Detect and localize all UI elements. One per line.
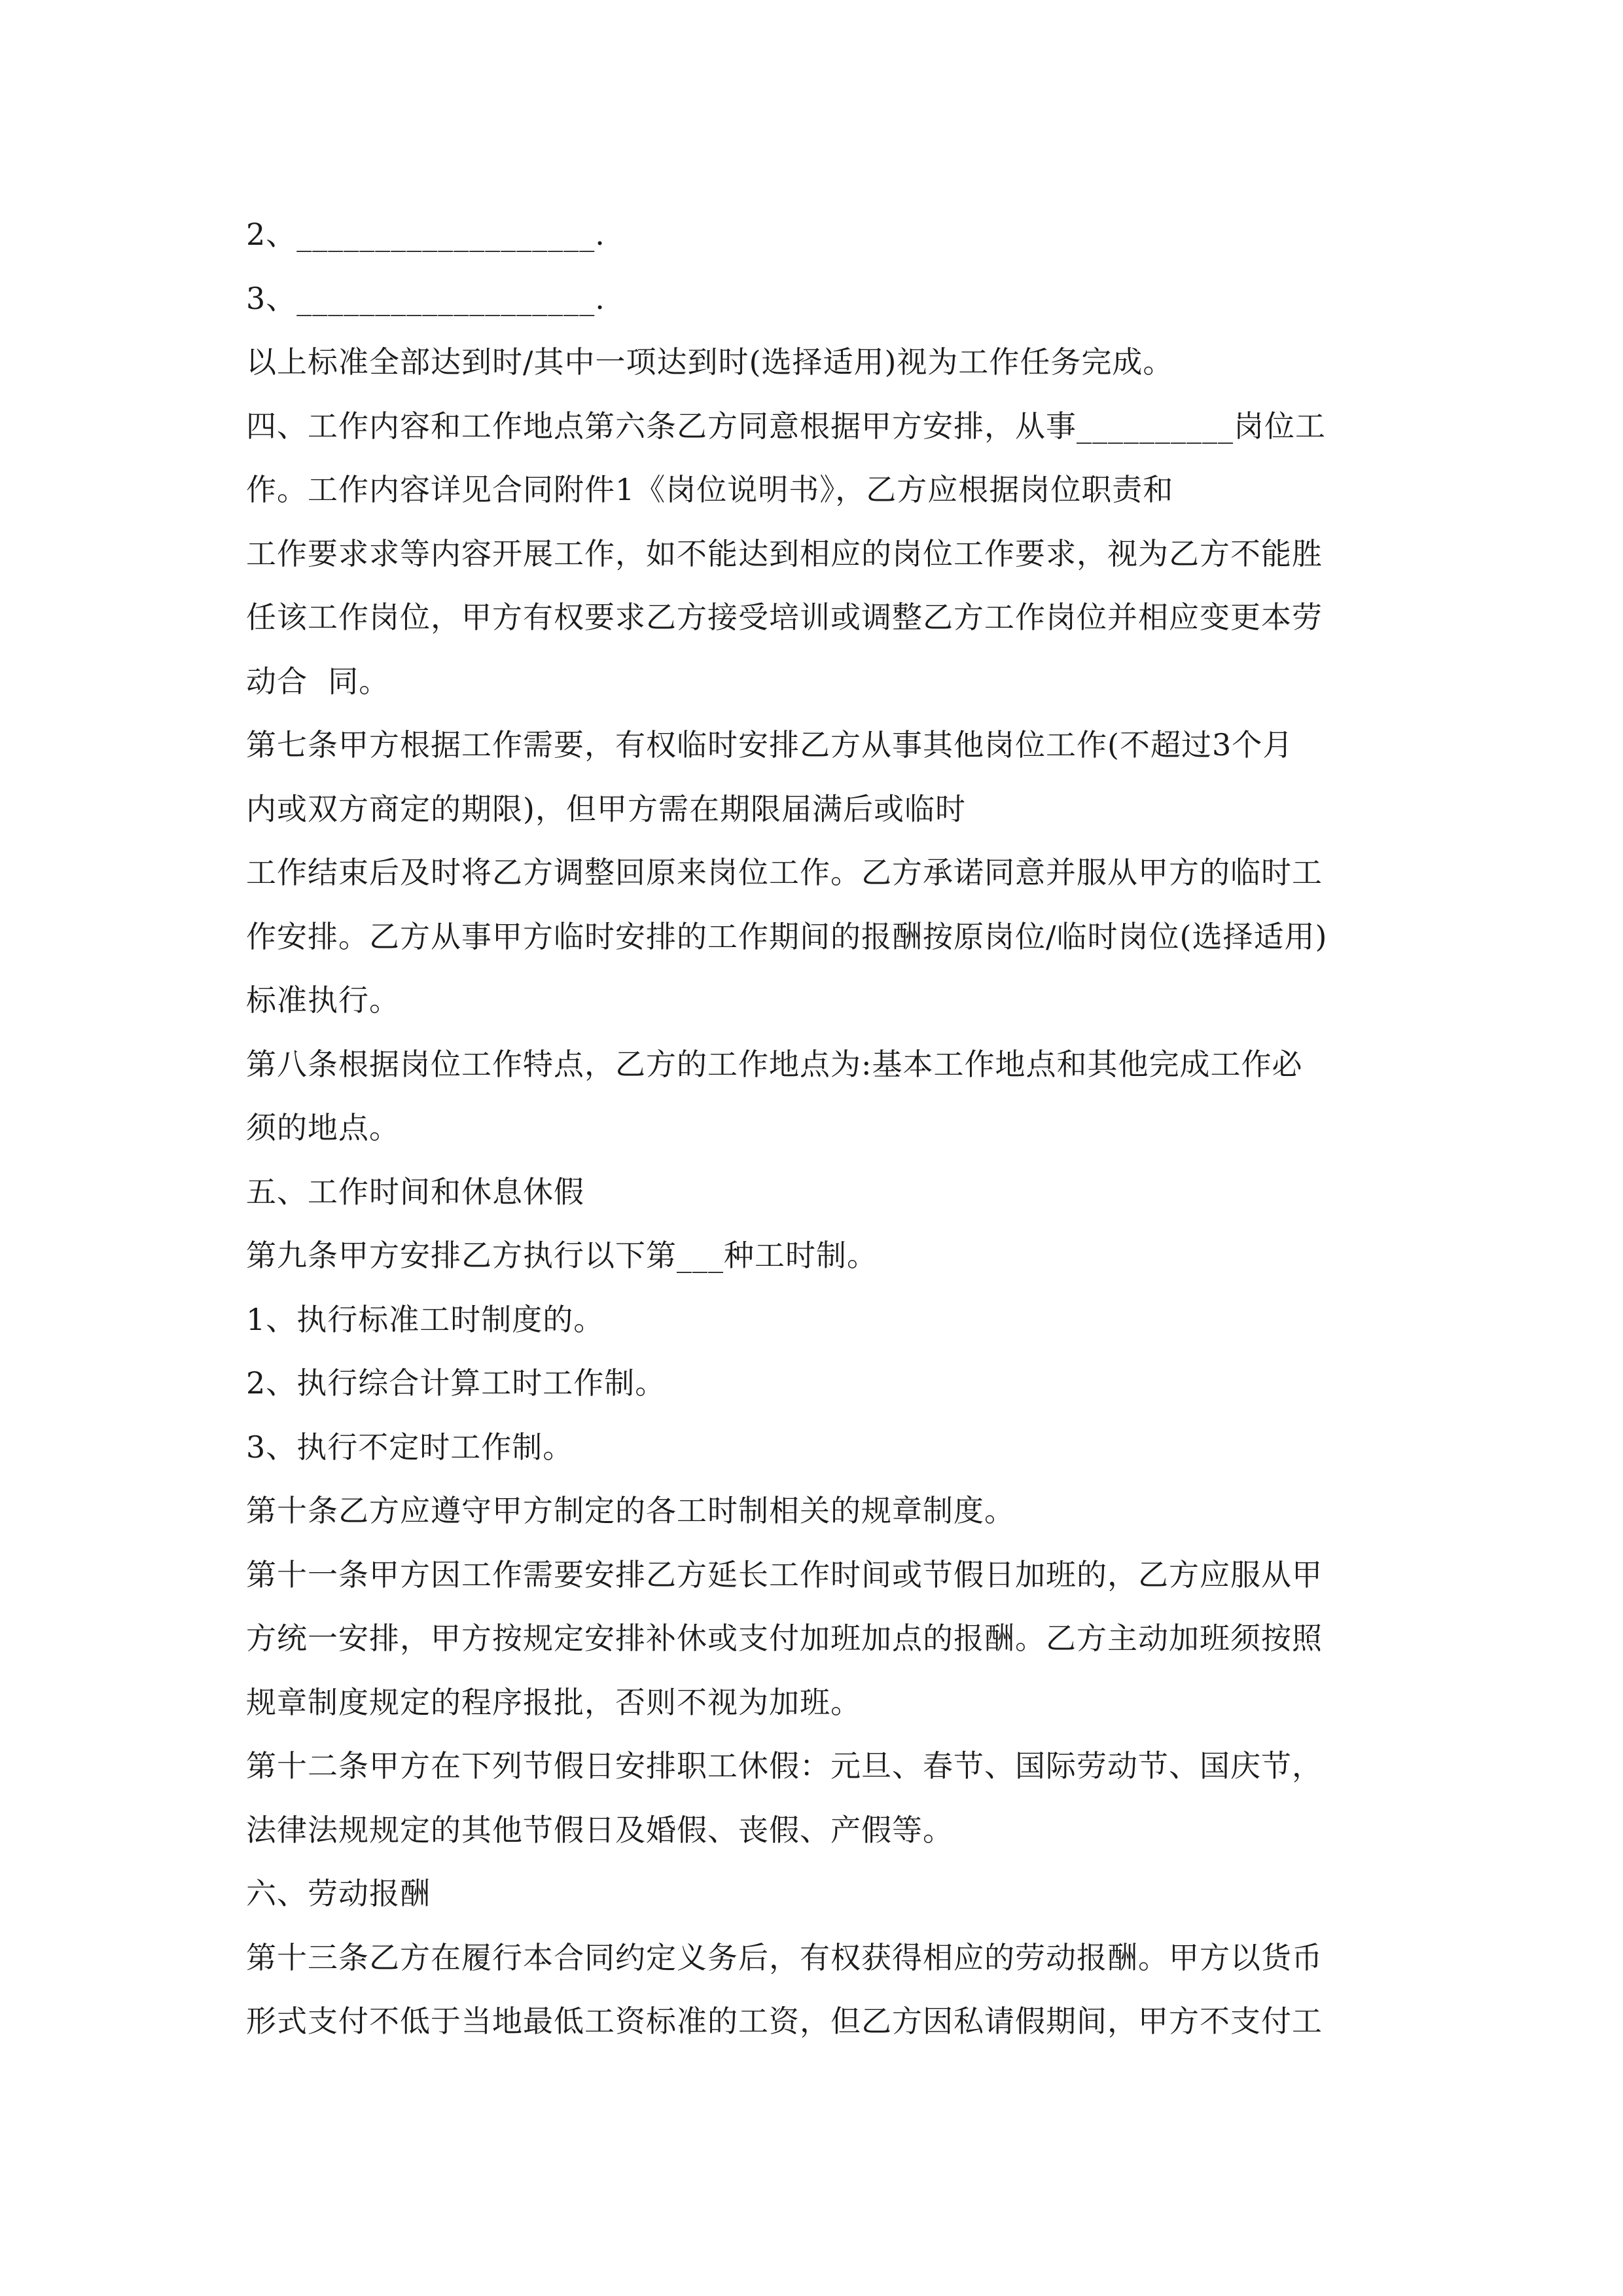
- section-heading: 六、劳动报酬: [246, 1876, 431, 1911]
- text-line: 工作要求求等内容开展工作，如不能达到相应的岗位工作要求，视为乙方不能胜: [246, 535, 1323, 571]
- text-line: 3、___________________.: [246, 280, 605, 316]
- text-line: 内或双方商定的期限)，但甲方需在期限届满后或临时: [246, 791, 966, 827]
- text-line: 规章制度规定的程序报批，否则不视为加班。: [246, 1684, 861, 1720]
- text-line: 第十三条乙方在履行本合同约定义务后，有权获得相应的劳动报酬。甲方以货币: [246, 1939, 1323, 1975]
- text-line: 第十条乙方应遵守甲方制定的各工时制相关的规章制度。: [246, 1493, 1015, 1528]
- text-line: 第十二条甲方在下列节假日安排职工休假：元旦、春节、国际劳动节、国庆节，: [246, 1748, 1323, 1784]
- text-line: 第九条甲方安排乙方执行以下第___种工时制。: [246, 1238, 878, 1273]
- text-line: 动合 同。: [246, 663, 390, 699]
- section-heading: 五、工作时间和休息休假: [246, 1174, 584, 1210]
- text-line: 四、工作内容和工作地点第六条乙方同意根据甲方安排，从事__________岗位工: [246, 408, 1326, 444]
- text-line: 第八条根据岗位工作特点，乙方的工作地点为:基本工作地点和其他完成工作必: [246, 1046, 1303, 1082]
- text-line: 作安排。乙方从事甲方临时安排的工作期间的报酬按原岗位/临时岗位(选择适用): [246, 918, 1328, 954]
- text-line: 2、___________________.: [246, 217, 605, 252]
- text-line: 形式支付不低于当地最低工资标准的工资，但乙方因私请假期间，甲方不支付工: [246, 2003, 1323, 2039]
- text-line: 标准执行。: [246, 982, 400, 1018]
- text-line: 1、执行标准工时制度的。: [246, 1301, 605, 1337]
- text-line: 任该工作岗位，甲方有权要求乙方接受培训或调整乙方工作岗位并相应变更本劳: [246, 600, 1323, 635]
- text-line: 须的地点。: [246, 1110, 400, 1145]
- text-line: 第十一条甲方因工作需要安排乙方延长工作时间或节假日加班的，乙方应服从甲: [246, 1556, 1323, 1592]
- text-line: 方统一安排，甲方按规定安排补休或支付加班加点的报酬。乙方主动加班须按照: [246, 1621, 1323, 1656]
- text-line: 作。工作内容详见合同附件1《岗位说明书》，乙方应根据岗位职责和: [246, 472, 1174, 507]
- contract-text-block: [246, 203, 1398, 2054]
- text-line: 工作结束后及时将乙方调整回原来岗位工作。乙方承诺同意并服从甲方的临时工: [246, 855, 1323, 890]
- text-line: 以上标准全部达到时/其中一项达到时(选择适用)视为工作任务完成。: [246, 344, 1174, 380]
- text-line: 第七条甲方根据工作需要，有权临时安排乙方从事其他岗位工作(不超过3个月: [246, 727, 1294, 762]
- text-line: 法律法规规定的其他节假日及婚假、丧假、产假等。: [246, 1812, 954, 1848]
- text-line: 3、执行不定时工作制。: [246, 1429, 574, 1465]
- text-line: 2、执行综合计算工时工作制。: [246, 1365, 666, 1401]
